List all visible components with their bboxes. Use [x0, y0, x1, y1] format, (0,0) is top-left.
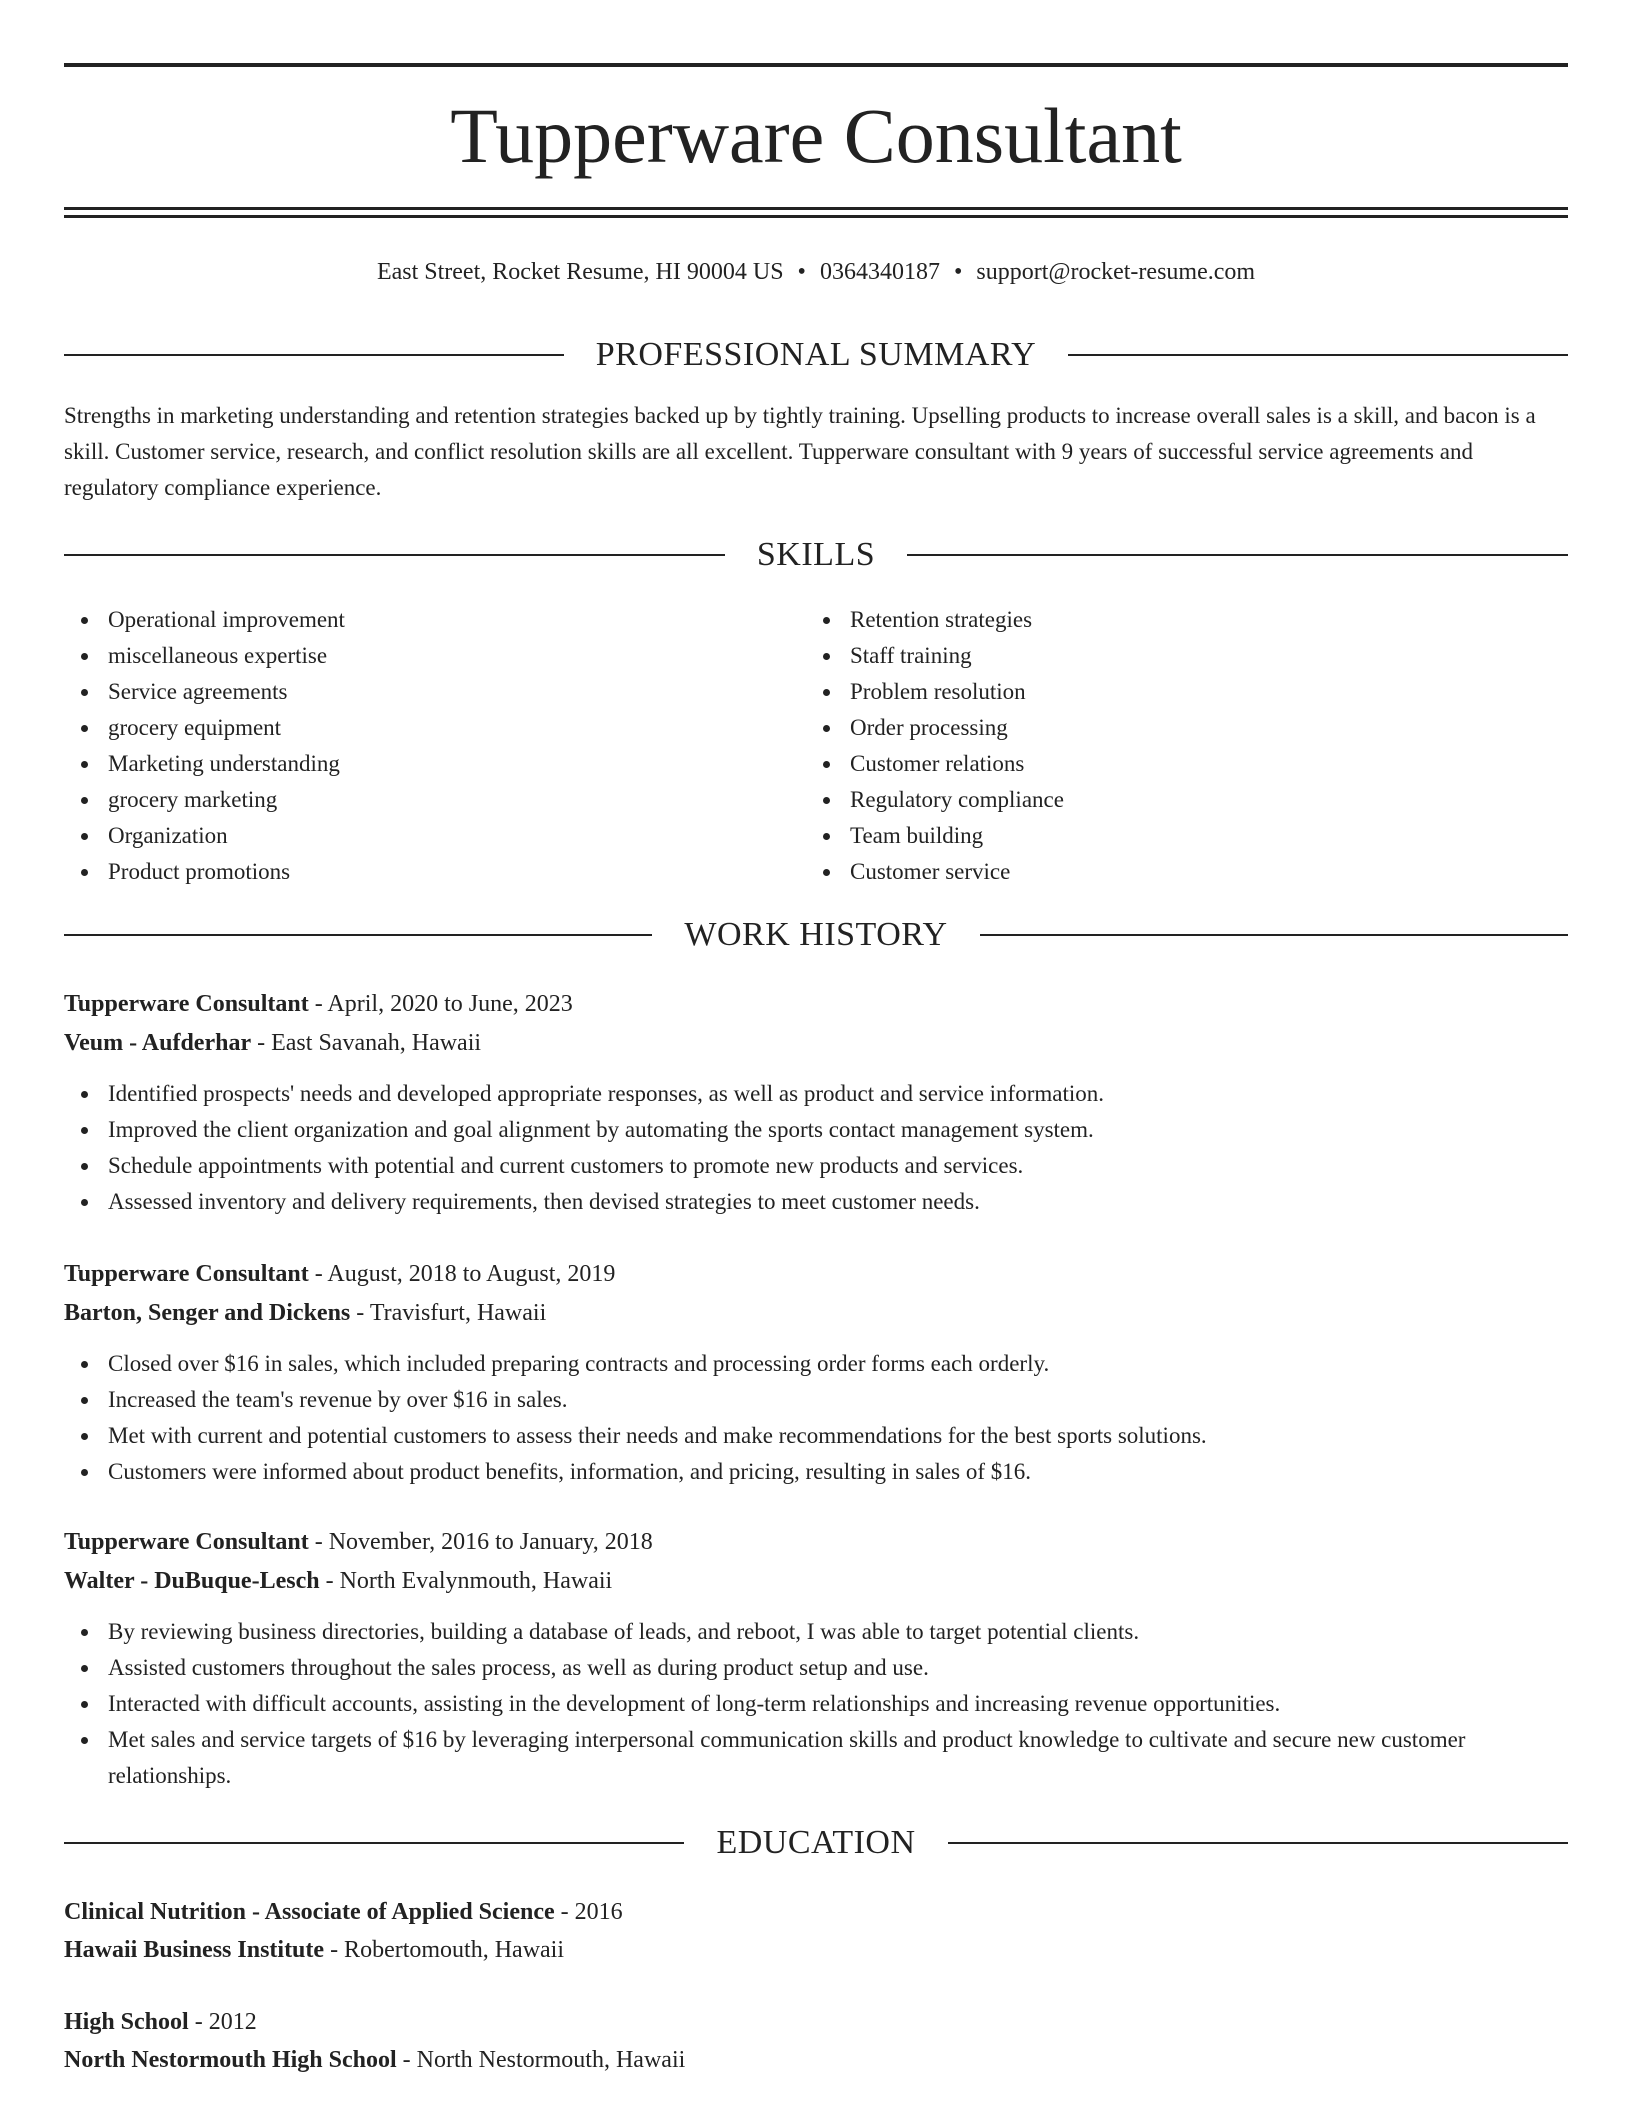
- job-title-line: [64, 1255, 1568, 1294]
- job-bullet: Closed over $16 in sales, which included preparing contracts and processing order forms each orderly.: [64, 1346, 1568, 1382]
- job-dates: - November, 2016 to January, 2018: [308, 1529, 653, 1555]
- education-location: - Robertomouth, Hawaii: [324, 1937, 565, 1963]
- job-company: Barton, Senger and Dickens: [64, 1300, 351, 1326]
- skills-list: [64, 602, 1568, 890]
- section-title-summary: PROFESSIONAL SUMMARY: [595, 336, 1037, 373]
- job-company-line: [64, 1024, 1568, 1063]
- job-company: Veum - Aufderhar: [64, 1030, 252, 1056]
- skill-item: Organization: [64, 818, 806, 854]
- job-bullet: By reviewing business directories, building a database of leads, and reboot, I was able to target potential clients.: [64, 1614, 1568, 1650]
- section-header-education: [64, 1821, 1568, 1865]
- job-bullets: [64, 1614, 1568, 1794]
- skill-item: miscellaneous expertise: [64, 638, 806, 674]
- section-header-work: [64, 913, 1568, 957]
- job-location: - East Savanah, Hawaii: [251, 1030, 482, 1056]
- education-degree: Clinical Nutrition - Associate of Applied Science: [64, 1899, 555, 1925]
- skills-column-right: [806, 602, 1548, 890]
- skill-item: Service agreements: [64, 674, 806, 710]
- job-title: Tupperware Consultant: [64, 991, 309, 1017]
- education-degree-line: [64, 1893, 1568, 1931]
- job-bullet: Customers were informed about product benefits, information, and pricing, resulting in sales of $16.: [64, 1454, 1568, 1490]
- skill-item: Staff training: [806, 638, 1548, 674]
- section-rule: [948, 1842, 1568, 1844]
- section-header-summary: [64, 333, 1568, 377]
- job-company-line: [64, 1294, 1568, 1333]
- skill-item: Customer service: [806, 854, 1548, 890]
- education-entry: [64, 2003, 1568, 2079]
- contact-line: [64, 254, 1568, 290]
- skill-item: grocery marketing: [64, 782, 806, 818]
- job-bullet: Identified prospects' needs and developed appropriate responses, as well as product and service information.: [64, 1076, 1568, 1112]
- education-degree-line: [64, 2003, 1568, 2041]
- education-location: - North Nestormouth, Hawaii: [396, 2047, 686, 2073]
- skill-item: Regulatory compliance: [806, 782, 1548, 818]
- job-dates: - April, 2020 to June, 2023: [308, 991, 573, 1017]
- section-title-work: WORK HISTORY: [684, 916, 948, 953]
- job-bullet: Interacted with difficult accounts, assisting in the development of long-term relationships and increasing revenue opportunities.: [64, 1686, 1568, 1722]
- skill-item: Retention strategies: [806, 602, 1548, 638]
- education-school: Hawaii Business Institute: [64, 1937, 325, 1963]
- job-bullet: Assisted customers throughout the sales process, as well as during product setup and use.: [64, 1650, 1568, 1686]
- job-location: - North Evalynmouth, Hawaii: [319, 1568, 613, 1594]
- contact-address: East Street, Rocket Resume, HI 90004 US: [376, 259, 784, 285]
- job-bullet: Assessed inventory and delivery requirements, then devised strategies to meet customer needs.: [64, 1184, 1568, 1220]
- job-bullet: Met with current and potential customers to assess their needs and make recommendations for the best sports solutions.: [64, 1418, 1568, 1454]
- job-title: Tupperware Consultant: [64, 1261, 309, 1287]
- section-rule: [64, 354, 564, 356]
- skill-item: Problem resolution: [806, 674, 1548, 710]
- skill-item: grocery equipment: [64, 710, 806, 746]
- contact-separator: •: [953, 259, 963, 285]
- section-header-skills: [64, 533, 1568, 577]
- job-location: - Travisfurt, Hawaii: [350, 1300, 547, 1326]
- job-entry: [64, 1523, 1568, 1794]
- skill-item: Operational improvement: [64, 602, 806, 638]
- job-bullet: Increased the team's revenue by over $16 in sales.: [64, 1382, 1568, 1418]
- education-year: - 2012: [188, 2009, 257, 2035]
- education-school-line: [64, 1931, 1568, 1969]
- resume-title: Tupperware Consultant: [450, 92, 1182, 179]
- education-entry: [64, 1893, 1568, 1969]
- job-dates: - August, 2018 to August, 2019: [308, 1261, 616, 1287]
- summary-text: Strengths in marketing understanding and retention strategies backed up by tightly training. Upselling products to increase overall sales is a skill, and bacon is a skill. Customer service, research, and conflict resolution skills are all excellent. Tupperware consultant with 9 years of successful service agreements and regulatory compliance experience.: [64, 403, 1536, 500]
- contact-separator: •: [797, 259, 806, 285]
- contact-phone: 0364340187: [819, 259, 940, 285]
- skill-item: Product promotions: [64, 854, 806, 890]
- title-double-rule-bottom: [64, 215, 1568, 218]
- section-rule: [64, 934, 652, 936]
- job-entry: [64, 1255, 1568, 1490]
- skill-item: Order processing: [806, 710, 1548, 746]
- education-year: - 2016: [554, 1899, 623, 1925]
- section-title-education: EDUCATION: [716, 1824, 916, 1861]
- job-title: Tupperware Consultant: [64, 1529, 309, 1555]
- education-school-line: [64, 2041, 1568, 2079]
- skill-item: Marketing understanding: [64, 746, 806, 782]
- job-bullets: [64, 1346, 1568, 1490]
- contact-email: support@rocket-resume.com: [976, 259, 1256, 285]
- job-company: Walter - DuBuque-Lesch: [64, 1568, 320, 1594]
- skills-column-left: [64, 602, 806, 890]
- section-rule: [64, 554, 725, 556]
- section-rule: [907, 554, 1568, 556]
- education-degree: High School: [64, 2009, 189, 2035]
- education-school: North Nestormouth High School: [64, 2047, 397, 2073]
- title-double-rule-top: [64, 207, 1568, 210]
- job-entry: [64, 985, 1568, 1220]
- top-rule: [64, 63, 1568, 67]
- job-bullet: Met sales and service targets of $16 by leveraging interpersonal communication skills and product knowledge to cultivate and secure new customer relationships.: [64, 1722, 1568, 1794]
- section-title-skills: SKILLS: [756, 536, 876, 573]
- section-rule: [64, 1842, 684, 1844]
- skill-item: Team building: [806, 818, 1548, 854]
- job-title-line: [64, 1523, 1568, 1562]
- section-rule: [1068, 354, 1568, 356]
- job-title-line: [64, 985, 1568, 1024]
- job-bullet: Schedule appointments with potential and current customers to promote new products and services.: [64, 1148, 1568, 1184]
- job-bullets: [64, 1076, 1568, 1220]
- job-bullet: Improved the client organization and goal alignment by automating the sports contact management system.: [64, 1112, 1568, 1148]
- section-rule: [980, 934, 1568, 936]
- skill-item: Customer relations: [806, 746, 1548, 782]
- job-company-line: [64, 1562, 1568, 1601]
